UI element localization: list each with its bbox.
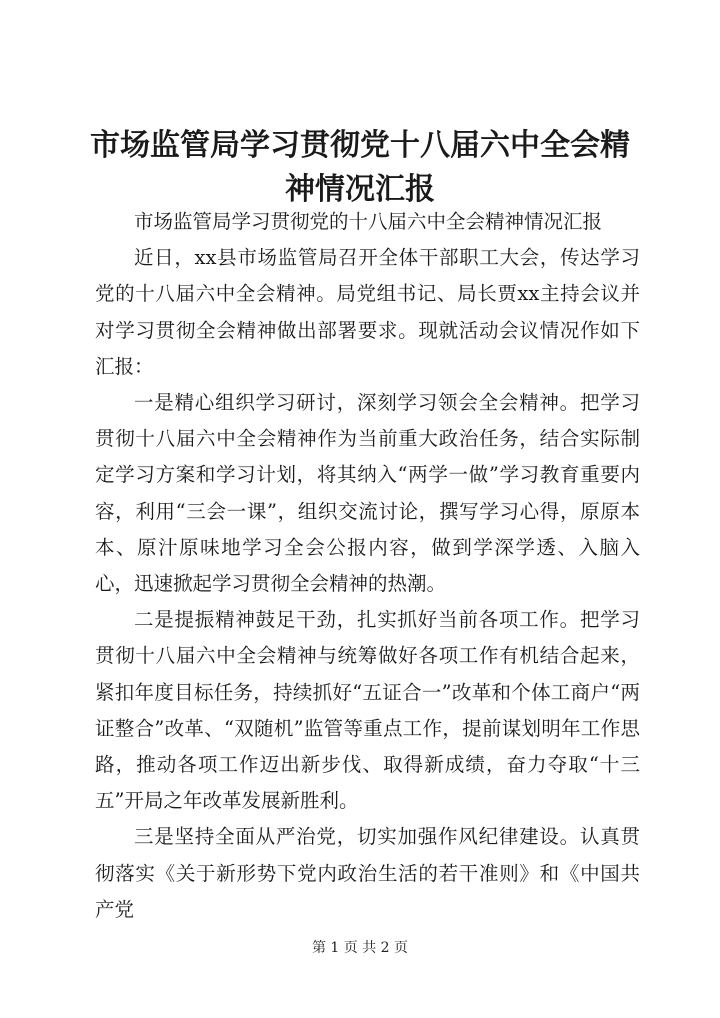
page-number-footer: 第 1 页 共 2 页 [311,940,409,956]
paragraph-point-two: 二是提振精神鼓足干劲，扎实抓好当前各项工作。把学习贯彻十八届六中全会精神与统筹做好各项工作有机结合起来，紧扣年度目标任务，持续抓好“五证合一”改革和个体工商户“两证整合”改革、“双随机”监管等重点工作，提前谋划明年工作思路，推动各项工作迈出新步伐、取得新成绩，奋力夺取“十三五”开局之年改革发展新胜利。 [95,608,640,813]
document-title: 市场监管局学习贯彻党十八届六中全会精神情况汇报 [90,128,630,207]
paragraph-point-three: 三是坚持全面从严治党，切实加强作风纪律建设。认真贯彻落实《关于新形势下党内政治生活的若干准则》和《中国共产党 [95,825,640,921]
paragraph-point-one: 一是精心组织学习研讨，深刻学习领会全会精神。把学习贯彻十八届六中全会精神作为当前重大政治任务，结合实际制定学习方案和学习计划，将其纳入“两学一做”学习教育重要内容，利用“三会一课”，组织交流讨论，撰写学习心得，原原本本、原汁原味地学习全会公报内容，做到学深学透、入脑入心，迅速掀起学习贯彻全会精神的热潮。 [95,391,640,596]
document-body [95,204,640,928]
document-subtitle: 市场监管局学习贯彻党的十八届六中全会精神情况汇报 [134,210,603,233]
paragraph-intro: 近日，xx县市场监管局召开全体干部职工大会，传达学习党的十八届六中全会精神。局党组书记、局长贾xx主持会议并对学习贯彻全会精神做出部署要求。现就活动会议情况作如下汇报： [95,246,640,378]
